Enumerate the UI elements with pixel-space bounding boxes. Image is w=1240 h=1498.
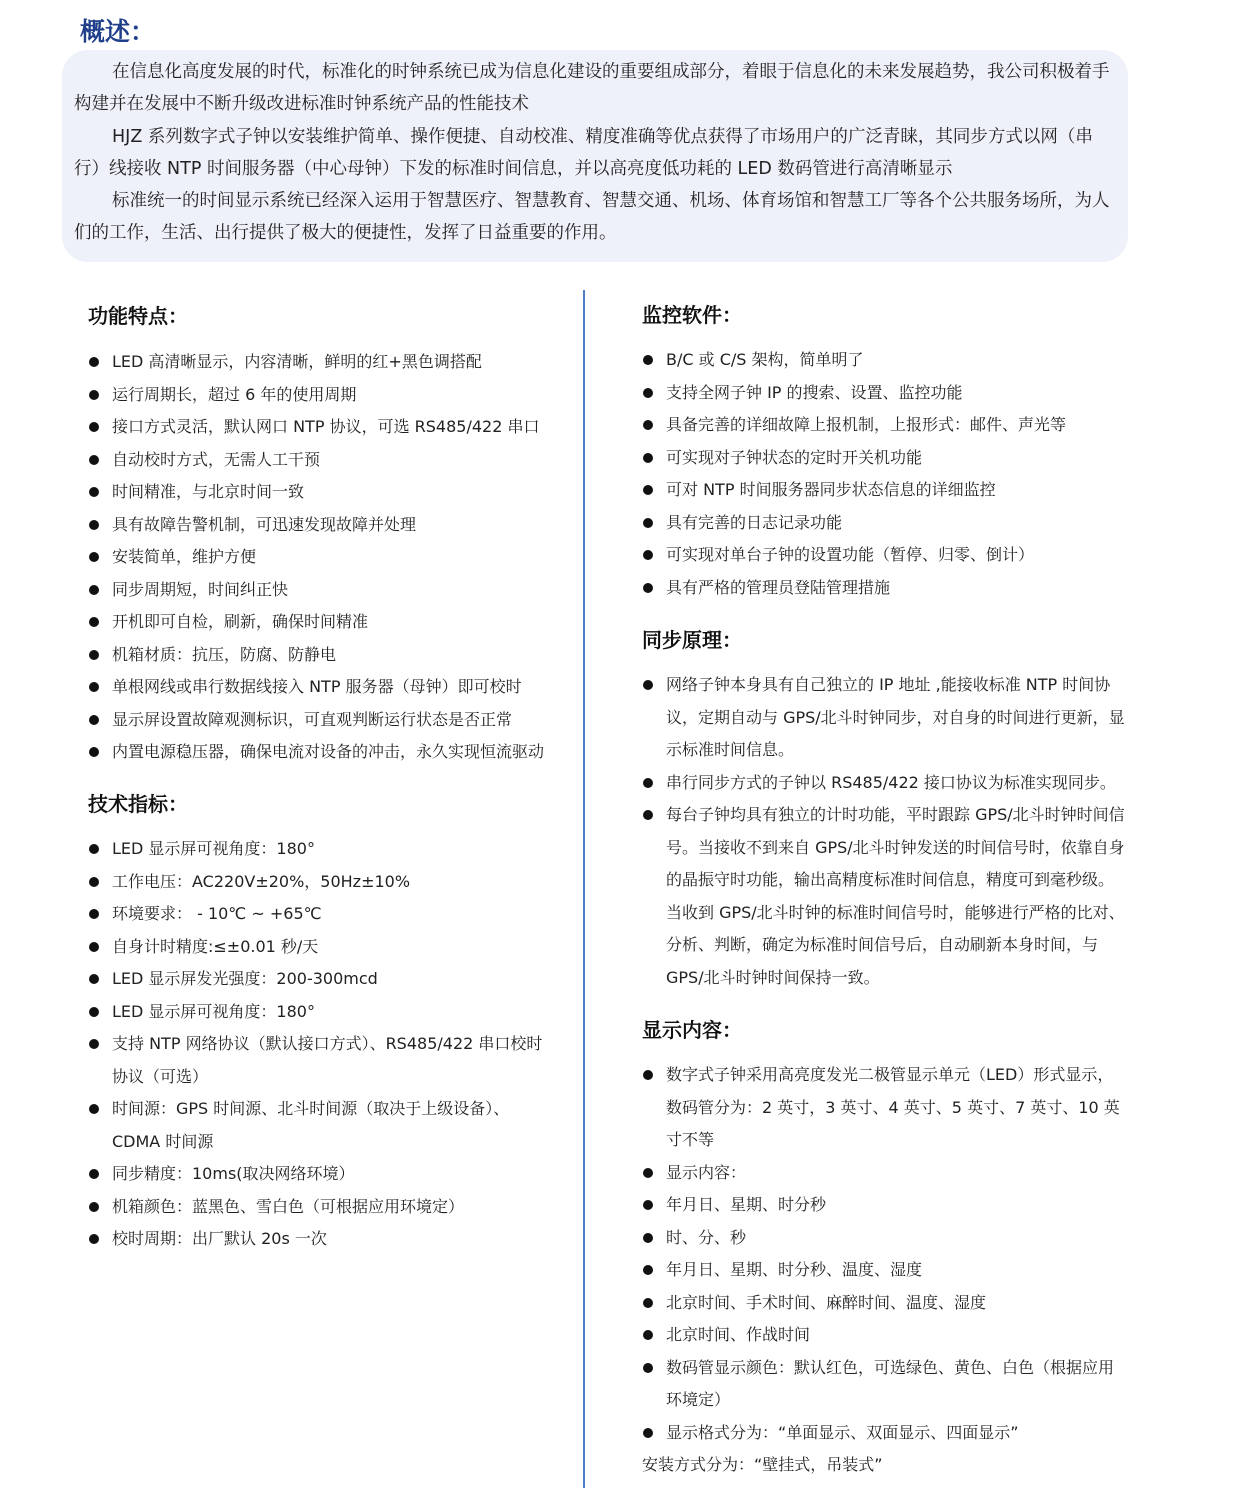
bullet-icon xyxy=(643,583,653,593)
list-item-text: 工作电压：AC220V±20%，50Hz±10% xyxy=(112,871,411,891)
list-item xyxy=(88,1158,548,1191)
list-item-text: 具备完善的详细故障上报机制，上报形式：邮件、声光等 xyxy=(666,415,1067,434)
list-item-text: 机箱材质：抗压，防腐、防静电 xyxy=(112,644,337,664)
bullet-icon xyxy=(89,1234,99,1244)
list-item-text: 显示内容： xyxy=(666,1162,747,1182)
list-item-text: 时间源：GPS 时间源、北斗时间源（取决于上级设备）、CDMA 时间源 xyxy=(112,1099,510,1151)
bullet-icon xyxy=(89,682,99,692)
list-item xyxy=(88,1191,548,1224)
bullet-icon xyxy=(89,585,99,595)
bullet-icon xyxy=(89,942,99,952)
list-item-text: LED 高清晰显示，内容清晰，鲜明的红+黑色调搭配 xyxy=(112,352,482,371)
list-item-text: 具有完善的日志记录功能 xyxy=(666,512,843,532)
list-item-text: 网络子钟本身具有自己独立的 IP 地址 ,能接收标准 NTP 时间协议，定期自动与 GPS/北斗时钟同步，对自身的时间进行更新，显示标准时间信息。 xyxy=(666,675,1125,759)
sync-title: 同步原理： xyxy=(642,628,742,652)
list-item-text: 显示格式分为：“单面显示、双面显示、四面显示” xyxy=(666,1422,1019,1442)
list-item-text: 每台子钟均具有独立的计时功能，平时跟踪 GPS/北斗时钟时间信号。当接收不到来自 GPS/北斗时钟发送的时间信号时，依靠自身的晶振守时功能，输出高精度标准时间信息，精度可到毫秒级。当收到 GPS/北斗时钟的标准时间信号时，能够进行严格的比对、分析、判断，确定为标准时间信号后，自动刷新本身时间，与 GPS/北斗时钟时间保持一致。 xyxy=(666,805,1125,987)
list-item-text: 自动校时方式，无需人工干预 xyxy=(112,449,321,469)
display-list xyxy=(642,1059,1126,1449)
list-item xyxy=(642,377,1132,410)
bullet-icon xyxy=(643,1233,653,1243)
bullet-icon xyxy=(89,715,99,725)
bullet-icon xyxy=(643,518,653,528)
list-item xyxy=(88,963,548,996)
list-item xyxy=(88,1028,548,1093)
list-item-text: 可对 NTP 时间服务器同步状态信息的详细监控 xyxy=(666,480,996,499)
bullet-icon xyxy=(643,1070,653,1080)
list-item xyxy=(88,541,558,574)
list-item-text: 可实现对子钟状态的定时开关机功能 xyxy=(666,447,923,467)
list-item xyxy=(88,866,548,899)
display-title: 显示内容： xyxy=(642,1018,742,1042)
list-item xyxy=(642,1059,1126,1157)
list-item-text: 显示屏设置故障观测标识，可直观判断运行状态是否正常 xyxy=(112,709,513,729)
list-item xyxy=(88,574,558,607)
list-item-text: 具有严格的管理员登陆管理措施 xyxy=(666,577,891,597)
list-item-text: 年月日、星期、时分秒、温度、湿度 xyxy=(666,1260,923,1279)
column-divider xyxy=(583,290,585,1488)
list-item-text: 机箱颜色：蓝黑色、雪白色（可根据应用环境定） xyxy=(112,1196,465,1216)
list-item xyxy=(88,476,558,509)
list-item-text: 运行周期长，超过 6 年的使用周期 xyxy=(112,384,357,404)
list-item-text: 支持 NTP 网络协议（默认接口方式）、RS485/422 串口校时协议（可选） xyxy=(112,1034,543,1086)
bullet-icon xyxy=(643,550,653,560)
list-item-text: 开机即可自检，刷新，确保时间精准 xyxy=(112,612,369,631)
bullet-icon xyxy=(89,617,99,627)
list-item-text: 安装简单，维护方便 xyxy=(112,547,257,566)
sync-list xyxy=(642,669,1126,994)
list-item xyxy=(88,704,558,737)
list-item xyxy=(88,671,558,704)
list-item-text: LED 显示屏发光强度：200-300mcd xyxy=(112,969,378,988)
bullet-icon xyxy=(643,810,653,820)
list-item-text: 接口方式灵活，默认网口 NTP 协议，可选 RS485/422 串口 xyxy=(112,417,540,436)
list-item xyxy=(88,736,558,769)
bullet-icon xyxy=(643,388,653,398)
features-title: 功能特点： xyxy=(88,304,188,328)
monitor-title: 监控软件： xyxy=(642,303,742,327)
list-item xyxy=(642,539,1132,572)
bullet-icon xyxy=(643,1330,653,1340)
list-item xyxy=(88,444,558,477)
bullet-icon xyxy=(643,1265,653,1275)
list-item xyxy=(642,507,1132,540)
list-item xyxy=(642,799,1126,994)
list-item-text: B/C 或 C/S 架构，简单明了 xyxy=(666,350,864,369)
list-item xyxy=(642,1189,1126,1222)
bullet-icon xyxy=(643,778,653,788)
list-item xyxy=(88,606,558,639)
bullet-icon xyxy=(89,747,99,757)
bullet-icon xyxy=(89,974,99,984)
list-item xyxy=(88,1093,548,1158)
bullet-icon xyxy=(89,844,99,854)
list-item-text: 年月日、星期、时分秒 xyxy=(666,1195,827,1214)
bullet-icon xyxy=(643,453,653,463)
list-item-text: 单根网线或串行数据线接入 NTP 服务器（母钟）即可校时 xyxy=(112,677,522,696)
bullet-icon xyxy=(643,485,653,495)
list-item xyxy=(88,931,548,964)
bullet-icon xyxy=(89,877,99,887)
bullet-icon xyxy=(89,650,99,660)
overview-paragraph: HJZ 系列数字式子钟以安装维护简单、操作便捷、自动校准、精度准确等优点获得了市场用户的广泛青睐，其同步方式以网（串行）线接收 NTP 时间服务器（中心母钟）下发的标准时间信息，并以高亮度低功耗的 LED 数码管进行高清晰显示 xyxy=(74,127,1093,179)
list-item xyxy=(642,572,1132,605)
bullet-icon xyxy=(643,355,653,365)
list-item xyxy=(642,1254,1126,1287)
list-item-text: 时、分、秒 xyxy=(666,1227,747,1247)
list-item-text: 串行同步方式的子钟以 RS485/422 接口协议为标准实现同步。 xyxy=(666,772,1116,792)
bullet-icon xyxy=(89,390,99,400)
list-item xyxy=(88,1223,548,1256)
list-item-text: 校时周期：出厂默认 20s 一次 xyxy=(112,1229,327,1248)
list-item-text: 北京时间、作战时间 xyxy=(666,1325,811,1344)
list-item-text: 同步精度：10ms(取决网络环境） xyxy=(112,1164,355,1183)
list-item xyxy=(642,474,1132,507)
bullet-icon xyxy=(643,420,653,430)
list-item xyxy=(642,1222,1126,1255)
bullet-icon xyxy=(643,1200,653,1210)
list-item-text: 同步周期短，时间纠正快 xyxy=(112,579,289,599)
list-item xyxy=(642,1157,1126,1190)
bullet-icon xyxy=(643,1298,653,1308)
list-item xyxy=(642,344,1132,377)
bullet-icon xyxy=(643,1363,653,1373)
list-item xyxy=(88,509,558,542)
specs-list xyxy=(88,833,548,1256)
list-item xyxy=(88,379,558,412)
list-item-text: 时间精准，与北京时间一致 xyxy=(112,482,305,501)
overview-title: 概述： xyxy=(80,17,156,46)
list-item xyxy=(642,767,1126,800)
list-item-text: 可实现对单台子钟的设置功能（暂停、归零、倒计） xyxy=(666,545,1035,564)
bullet-icon xyxy=(89,1039,99,1049)
bullet-icon xyxy=(89,357,99,367)
list-item xyxy=(88,898,548,931)
bullet-icon xyxy=(89,909,99,919)
bullet-icon xyxy=(89,1202,99,1212)
bullet-icon xyxy=(89,1104,99,1114)
list-item xyxy=(88,346,558,379)
bullet-icon xyxy=(89,487,99,497)
list-item xyxy=(88,833,548,866)
features-list xyxy=(88,346,558,769)
list-item xyxy=(642,409,1132,442)
overview-paragraph: 标准统一的时间显示系统已经深入运用于智慧医疗、智慧教育、智慧交通、机场、体育场馆和智慧工厂等各个公共服务场所，为人们的工作，生活、出行提供了极大的便捷性，发挥了日益重要的作用。 xyxy=(74,191,1110,243)
list-item xyxy=(642,1417,1126,1450)
list-item xyxy=(88,639,558,672)
bullet-icon xyxy=(643,1168,653,1178)
bullet-icon xyxy=(89,1169,99,1179)
list-item-text: 支持全网子钟 IP 的搜索、设置、监控功能 xyxy=(666,382,963,402)
list-item-text: LED 显示屏可视角度：180° xyxy=(112,1001,315,1021)
list-item xyxy=(642,1352,1126,1417)
list-item-text: 环境要求： - 10℃ ~ +65℃ xyxy=(112,904,322,923)
bullet-icon xyxy=(89,552,99,562)
install-line: 安装方式分为：“壁挂式，吊装式” xyxy=(642,1455,883,1474)
list-item xyxy=(642,1287,1126,1320)
list-item-text: 数码管显示颜色：默认红色，可选绿色、黄色、白色（根据应用环境定） xyxy=(666,1357,1115,1409)
bullet-icon xyxy=(89,1007,99,1017)
bullet-icon xyxy=(643,1428,653,1438)
overview-paragraph: 在信息化高度发展的时代，标准化的时钟系统已成为信息化建设的重要组成部分，着眼于信息化的未来发展趋势，我公司积极着手构建并在发展中不断升级改进标准时钟系统产品的性能技术 xyxy=(74,62,1110,114)
list-item xyxy=(642,669,1126,767)
list-item xyxy=(88,411,558,444)
list-item xyxy=(642,442,1132,475)
bullet-icon xyxy=(89,520,99,530)
list-item-text: LED 显示屏可视角度：180° xyxy=(112,839,315,858)
list-item-text: 数字式子钟采用高亮度发光二极管显示单元（LED）形式显示，数码管分为：2 英寸，3 英寸、4 英寸、5 英寸、7 英寸、10 英寸不等 xyxy=(666,1065,1120,1149)
bullet-icon xyxy=(89,422,99,432)
specs-title: 技术指标： xyxy=(88,792,188,816)
list-item xyxy=(88,996,548,1029)
list-item-text: 具有故障告警机制，可迅速发现故障并处理 xyxy=(112,514,417,534)
list-item-text: 自身计时精度:≤±0.01 秒/天 xyxy=(112,936,319,956)
bullet-icon xyxy=(89,455,99,465)
monitor-list xyxy=(642,344,1132,604)
list-item-text: 内置电源稳压器，确保电流对设备的冲击，永久实现恒流驱动 xyxy=(112,742,545,761)
list-item xyxy=(642,1319,1126,1352)
list-item-text: 北京时间、手术时间、麻醉时间、温度、湿度 xyxy=(666,1292,987,1312)
bullet-icon xyxy=(643,680,653,690)
